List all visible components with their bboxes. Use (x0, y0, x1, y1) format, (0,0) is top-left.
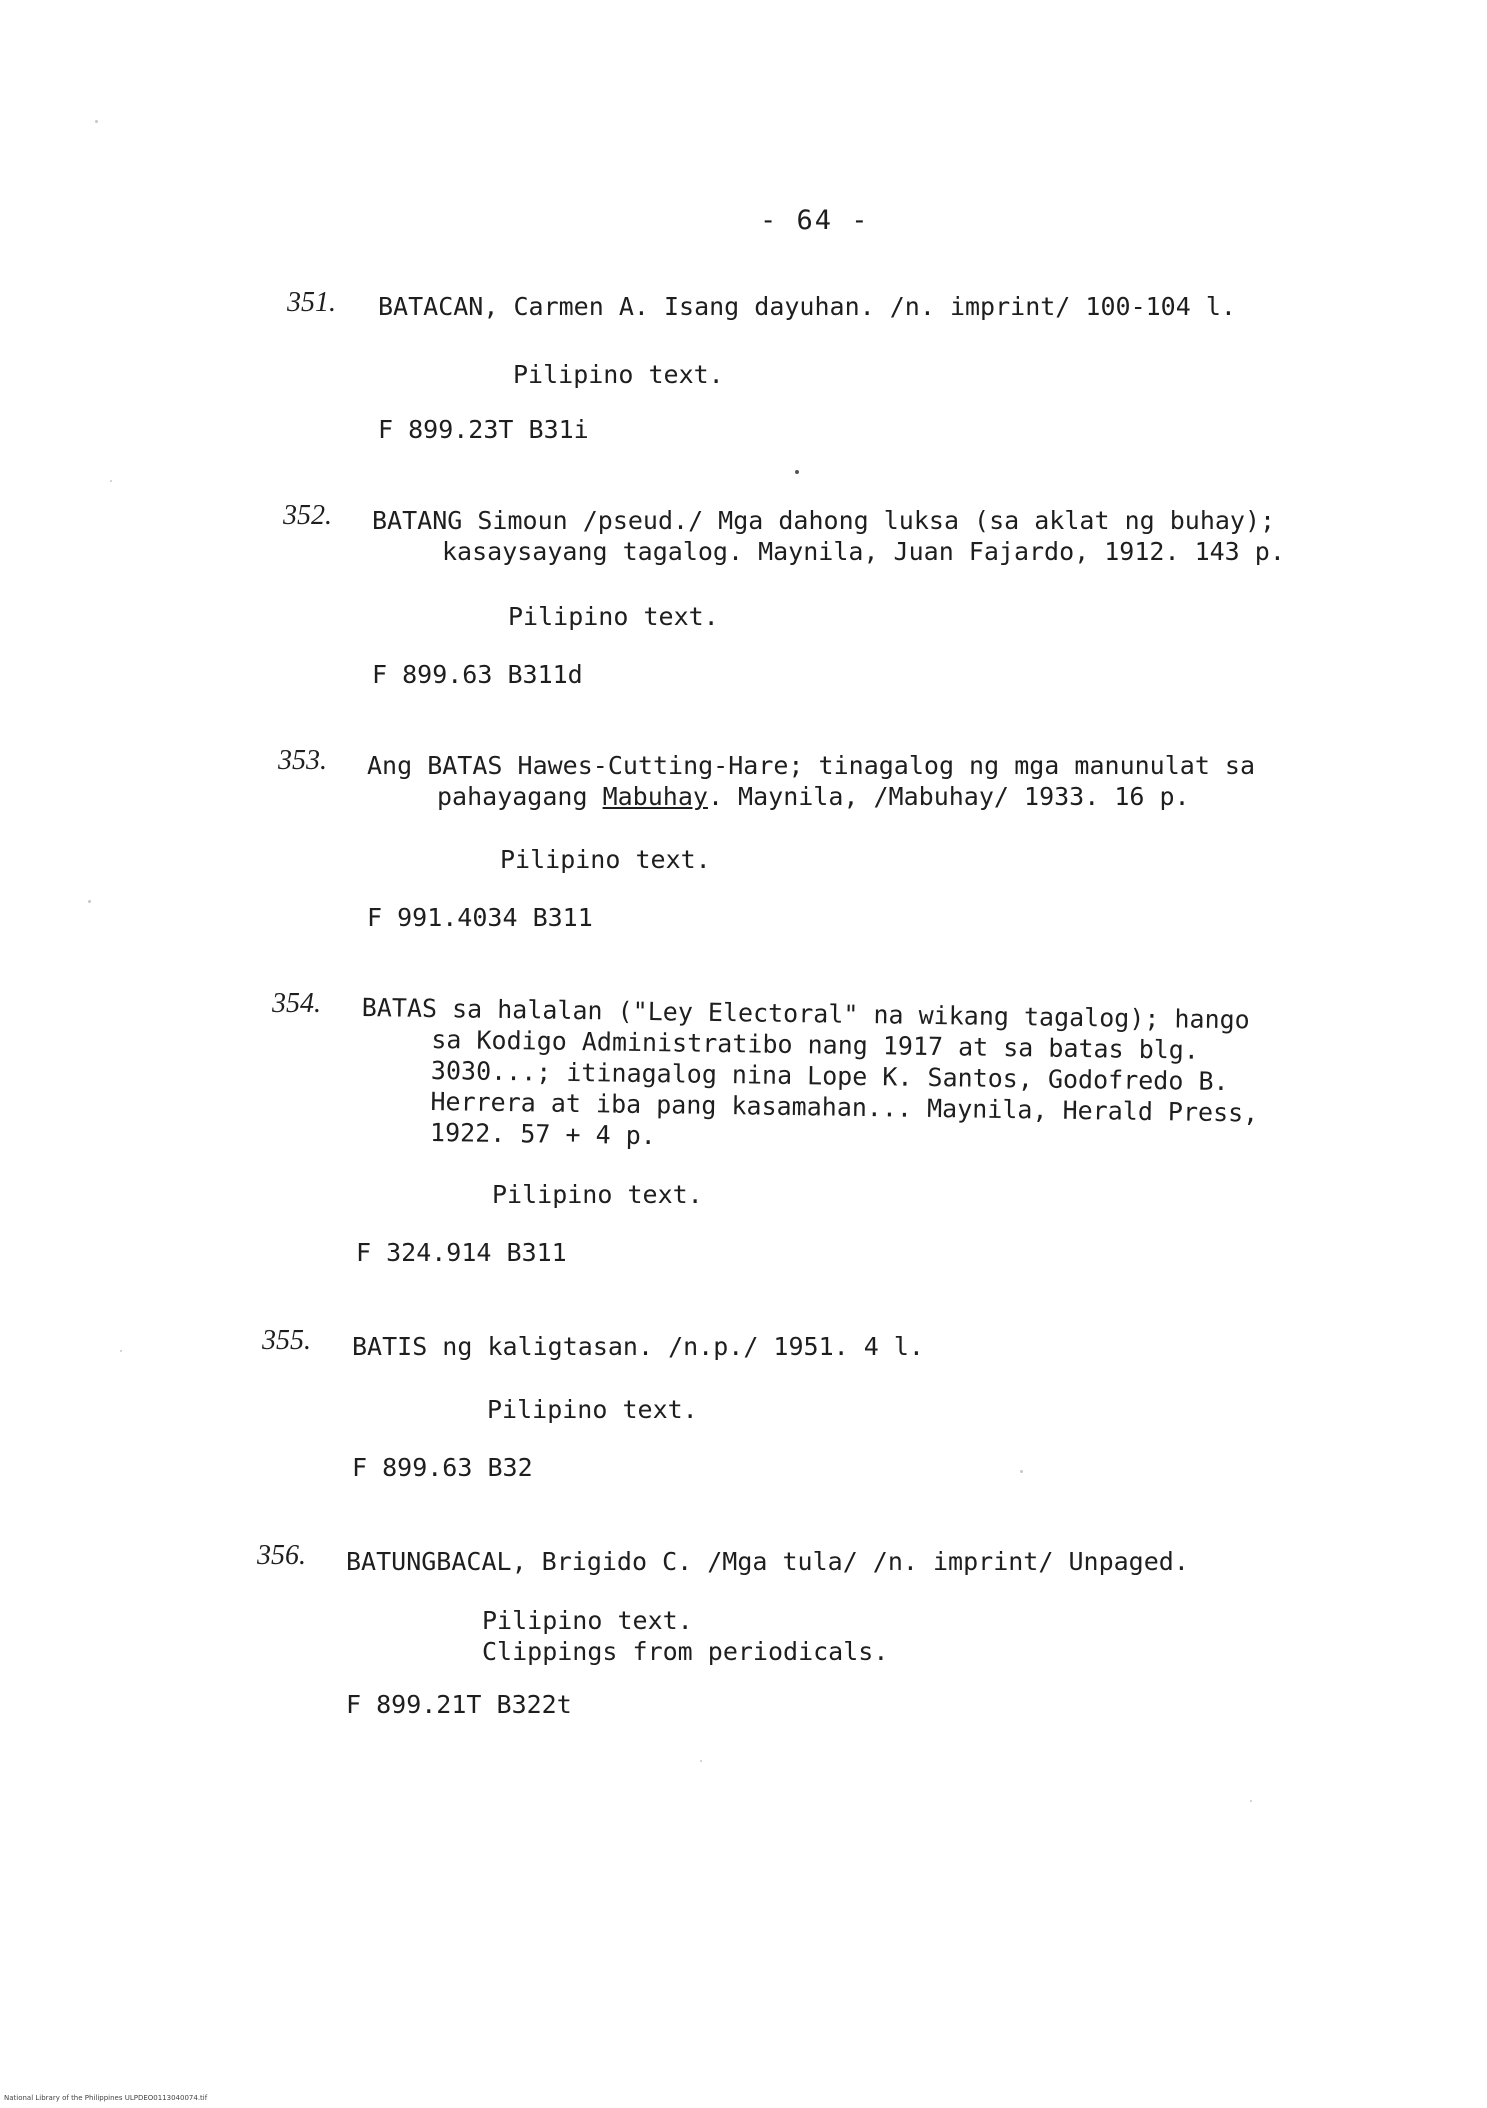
scan-speck (95, 120, 98, 123)
citation-line: kasaysayang tagalog. Maynila, Juan Fajardo, 1912. 143 p. (442, 537, 1285, 566)
periodical-title: Mabuhay (602, 782, 708, 811)
entry-citation (372, 505, 1285, 567)
entry-citation (360, 992, 1260, 1160)
entry-note: Pilipino text. (487, 1395, 698, 1424)
entry-citation (352, 1331, 924, 1362)
entry-note: Pilipino text. (508, 602, 719, 631)
page-number: - 64 - (760, 205, 870, 236)
entry-note: Pilipino text. (513, 360, 724, 389)
entry-citation (378, 291, 1236, 322)
citation-line: Ang BATAS Hawes-Cutting-Hare; tinagalog ng mga manunulat sa (367, 751, 1256, 780)
call-number: F 899.63 B311d (372, 660, 583, 689)
citation-line: BATAS sa halalan ("Ley Electoral" na wikang tagalog); hango (361, 992, 1250, 1035)
call-number: F 991.4034 B311 (367, 903, 593, 932)
scan-speck (120, 1350, 122, 1352)
citation-line: sa Kodigo Administratibo nang 1917 at sa batas blg. (431, 1024, 1200, 1065)
entry-citation (367, 750, 1255, 812)
entry-note: Clippings from periodicals. (482, 1637, 889, 1666)
call-number: F 899.63 B32 (352, 1453, 533, 1482)
call-number: F 324.914 B311 (356, 1238, 567, 1267)
entry-number: 355. (262, 1325, 311, 1356)
entry-number: 354. (272, 988, 321, 1019)
entry-note: Pilipino text. (482, 1606, 693, 1635)
scan-speck (700, 1760, 702, 1762)
scan-speck (795, 470, 799, 474)
citation-line: BATACAN, Carmen A. Isang dayuhan. /n. imprint/ 100-104 l. (378, 292, 1236, 321)
entry-number: 353. (278, 745, 327, 776)
citation-line: BATUNGBACAL, Brigido C. /Mga tula/ /n. imprint/ Unpaged. (346, 1547, 1189, 1576)
call-number: F 899.23T B31i (378, 415, 589, 444)
citation-line: Herrera at iba pang kasamahan... Maynila, Herald Press, (430, 1086, 1259, 1128)
scan-speck (1250, 1800, 1252, 1802)
citation-line: 1922. 57 + 4 p. (429, 1117, 657, 1151)
entry-number: 351. (287, 287, 336, 318)
entry-note: Pilipino text. (492, 1180, 703, 1209)
entry-note: Pilipino text. (500, 845, 711, 874)
entry-citation (346, 1546, 1189, 1577)
scan-footer: National Library of the Philippines ULPDEO0113040074.tif (4, 2094, 208, 2102)
scan-speck (1020, 1470, 1023, 1473)
entry-number: 352. (283, 500, 332, 531)
citation-line: 3030...; itinagalog nina Lope K. Santos, Godofredo B. (430, 1055, 1229, 1097)
scan-speck (88, 900, 91, 903)
citation-line: pahayagang Mabuhay. Maynila, /Mabuhay/ 1933. 16 p. (437, 782, 1190, 811)
citation-line: BATIS ng kaligtasan. /n.p./ 1951. 4 l. (352, 1332, 924, 1361)
citation-line: BATANG Simoun /pseud./ Mga dahong luksa (sa aklat ng buhay); (372, 506, 1276, 535)
entry-number: 356. (257, 1540, 306, 1571)
scan-speck (110, 480, 112, 482)
call-number: F 899.21T B322t (346, 1690, 572, 1719)
